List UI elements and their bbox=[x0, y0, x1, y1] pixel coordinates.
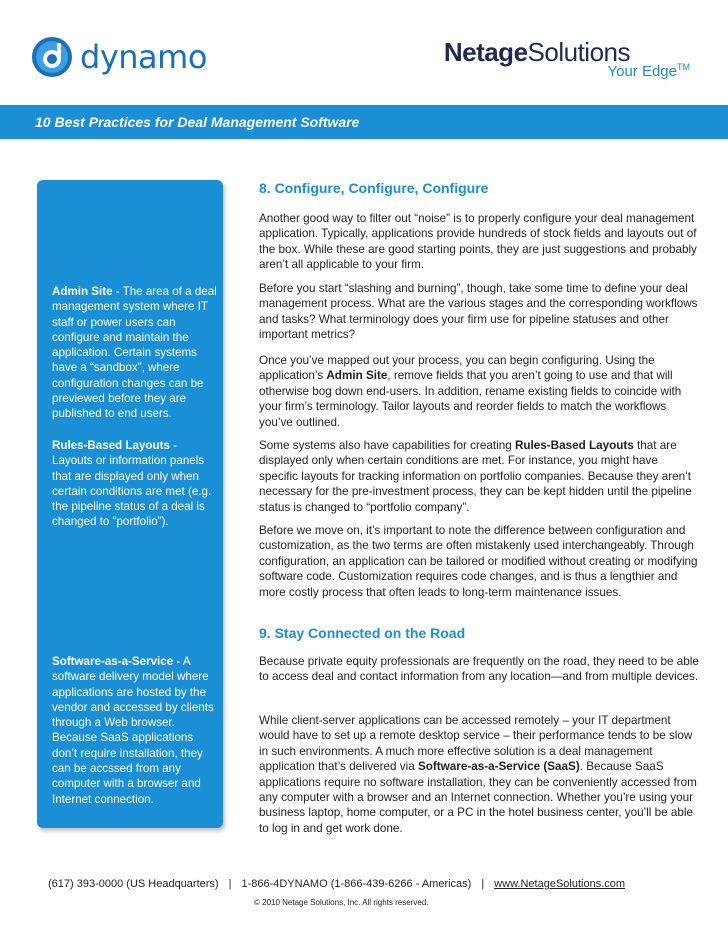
section-9-paragraph-2: While client-server applications can be accessed remotely – your IT department would have to set up a remote desktop service – their performance tends to be slow in such environments. A much more effective solution is a deal management application that’s delivered via Software-as-a-Service (SaaS). Because SaaS applications require no software installation, they can be conveniently accessed from any computer with a browser and an Internet connection. Whether you’re using your business laptop, home computer, or a PC in the hotel business center, you’ll be able to log in and get work done. bbox=[259, 714, 697, 835]
netage-logo-bold: Netage bbox=[443, 37, 528, 67]
section-8-paragraph-1: Another good way to filter out “noise” is to properly configure your deal management application. Typically, applications provide hundreds of stock fields and layouts out of the box. While these are good starting points, they are just suggestions and probably aren’t all applicable to your firm. bbox=[259, 212, 697, 272]
page-title: 10 Best Practices for Deal Management Software bbox=[35, 114, 360, 130]
footer-americas-phone: 1-866-4DYNAMO (1-866-439-6266 - Americas) bbox=[241, 878, 472, 890]
netage-tagline: Your Edge™ bbox=[607, 62, 690, 80]
section-9-heading: 9. Stay Connected on the Road bbox=[259, 625, 466, 641]
footer-separator: | bbox=[481, 878, 485, 890]
dynamo-logo-text: dynamo bbox=[80, 38, 207, 76]
dynamo-logo-icon bbox=[30, 35, 74, 79]
section-9-paragraph-1: Because private equity professionals are frequently on the road, they need to be able to access deal and contact information from any location—and from multiple devices. bbox=[259, 655, 699, 684]
title-bar bbox=[0, 105, 728, 139]
netage-logo bbox=[443, 37, 690, 80]
netage-logo-rest: Solutions bbox=[527, 37, 630, 67]
section-8-heading: 8. Configure, Configure, Configure bbox=[259, 180, 489, 196]
footer-contact bbox=[48, 878, 625, 890]
glossary-saas: Software-as-a-Service - A software delivery model where applications are hosted by the vendor and accessed by clients through a Web browser. Because SaaS applications don’t require installation, they can be accssed from any computer with a browser and Internet connection. bbox=[52, 655, 214, 806]
dynamo-logo bbox=[30, 32, 207, 82]
glossary-admin-site: Admin Site - The area of a deal management system where IT staff or power users can configure and maintain the application. Certain systems have a “sandbox”, where configuration changes can be previewed before they are published to end users. bbox=[52, 285, 217, 421]
glossary-rules-based-layouts: Rules-Based Layouts - Layouts or information panels that are displayed only when certain conditions are met (e.g. the pipeline status of a deal is changed to “portfolio”). bbox=[52, 439, 212, 529]
section-8-paragraph-3: Once you’ve mapped out your process, you can begin configuring. Using the application’s Admin Site, remove fields that you aren’t going to use and that will otherwise bog down end-users. In addition, rename existing fields to coincide with your firm’s terminology. Tailor layouts and reorder fields to match the workflows you’ve outlined. bbox=[259, 354, 682, 429]
footer-copyright: © 2010 Netage Solutions, Inc. All rights reserved. bbox=[254, 898, 429, 907]
footer-separator: | bbox=[228, 878, 232, 890]
footer-hq-phone: (617) 393-0000 (US Headquarters) bbox=[48, 878, 219, 890]
section-8-paragraph-4: Some systems also have capabilities for creating Rules-Based Layouts that are displayed only when certain conditions are met. For instance, you might have specific layouts for tracking information on portfolio companies. Because they aren’t necessary for the pre-investment process, they can be kept hidden until the pipeline status is changed to “portfolio company”. bbox=[259, 439, 692, 514]
section-8-paragraph-5: Before we move on, it’s important to note the difference between configuration and customization, as the two terms are often mistakenly used interchangeably. Through configuration, an application can be tailored or modified without creating or modifying software code. Customization requires code changes, and is thus a lengthier and more costly process that often leads to long-term maintenance issues. bbox=[259, 524, 698, 599]
section-8-paragraph-2: Before you start “slashing and burning”, though, take some time to define your deal management process. What are the various stages and the corresponding workflows and tasks? What terminology does your firm use for pipeline statuses and other important metrics? bbox=[259, 282, 698, 342]
footer-website-link[interactable]: www.NetageSolutions.com bbox=[494, 878, 626, 890]
